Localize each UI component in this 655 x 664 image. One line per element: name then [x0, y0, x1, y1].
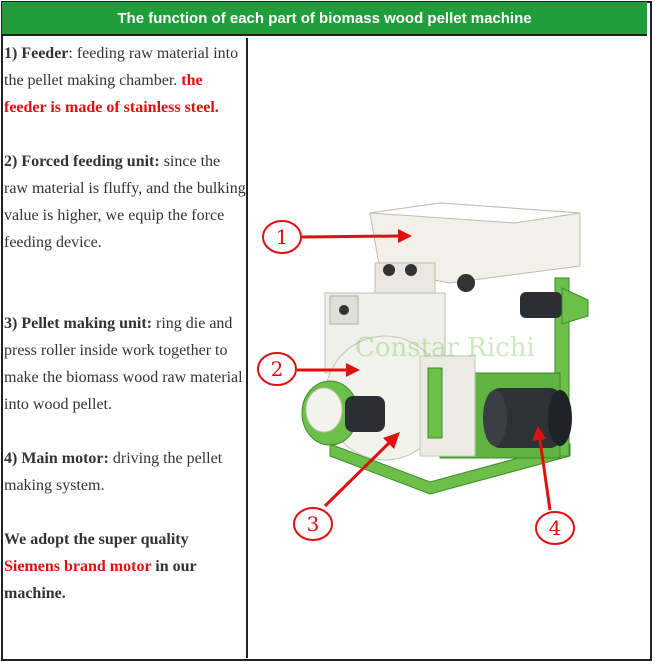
- feeder-highlight: the feeder is made of stainless steel.: [4, 72, 219, 116]
- main-motor-paragraph: [4, 445, 246, 499]
- callout-4-label: 4: [548, 516, 562, 540]
- machine-figure: [250, 38, 647, 658]
- closing-brand: Siemens brand motor: [4, 558, 152, 575]
- main-motor-term: 4) Main motor:: [4, 450, 109, 467]
- callout-1-label: 1: [275, 225, 289, 249]
- forced-feeding-paragraph: [4, 148, 246, 256]
- description-column: [2, 38, 248, 658]
- feeder-motor: [520, 288, 588, 324]
- callout-3-label: 3: [306, 512, 320, 536]
- callout-3: [294, 432, 400, 540]
- feeder-term: 1) Feeder: [4, 45, 69, 62]
- pellet-making-term: 3) Pellet making unit:: [4, 315, 152, 332]
- pellet-making-paragraph: [4, 310, 246, 418]
- table-header: [2, 2, 647, 36]
- main-motor-text: driving the pellet making system.: [4, 450, 223, 494]
- pellet-making-text: ring die and press roller inside work together to make the biomass wood raw material into wood pellet.: [4, 315, 243, 413]
- watermark: Constar Richi: [355, 333, 535, 363]
- closing-lead: We adopt the super quality: [4, 531, 189, 548]
- callout-2-label: 2: [270, 357, 284, 381]
- pellet-machine-illustration: [250, 38, 647, 658]
- feeder-hopper: [370, 203, 580, 298]
- forced-feeding-term: 2) Forced feeding unit:: [4, 153, 160, 170]
- feeder-text: : feeding raw material into the pellet making chamber.: [4, 45, 239, 89]
- closing-paragraph: [4, 526, 246, 607]
- main-motor: [483, 388, 572, 448]
- closing-tail: in our machine.: [4, 558, 197, 602]
- forced-feeding-text: since the raw material is fluffy, and the bulking value is higher, we equip the force feeding device.: [4, 153, 246, 251]
- table-title: The function of each part of biomass wood pellet machine: [117, 9, 532, 27]
- feeder-paragraph: [4, 40, 246, 121]
